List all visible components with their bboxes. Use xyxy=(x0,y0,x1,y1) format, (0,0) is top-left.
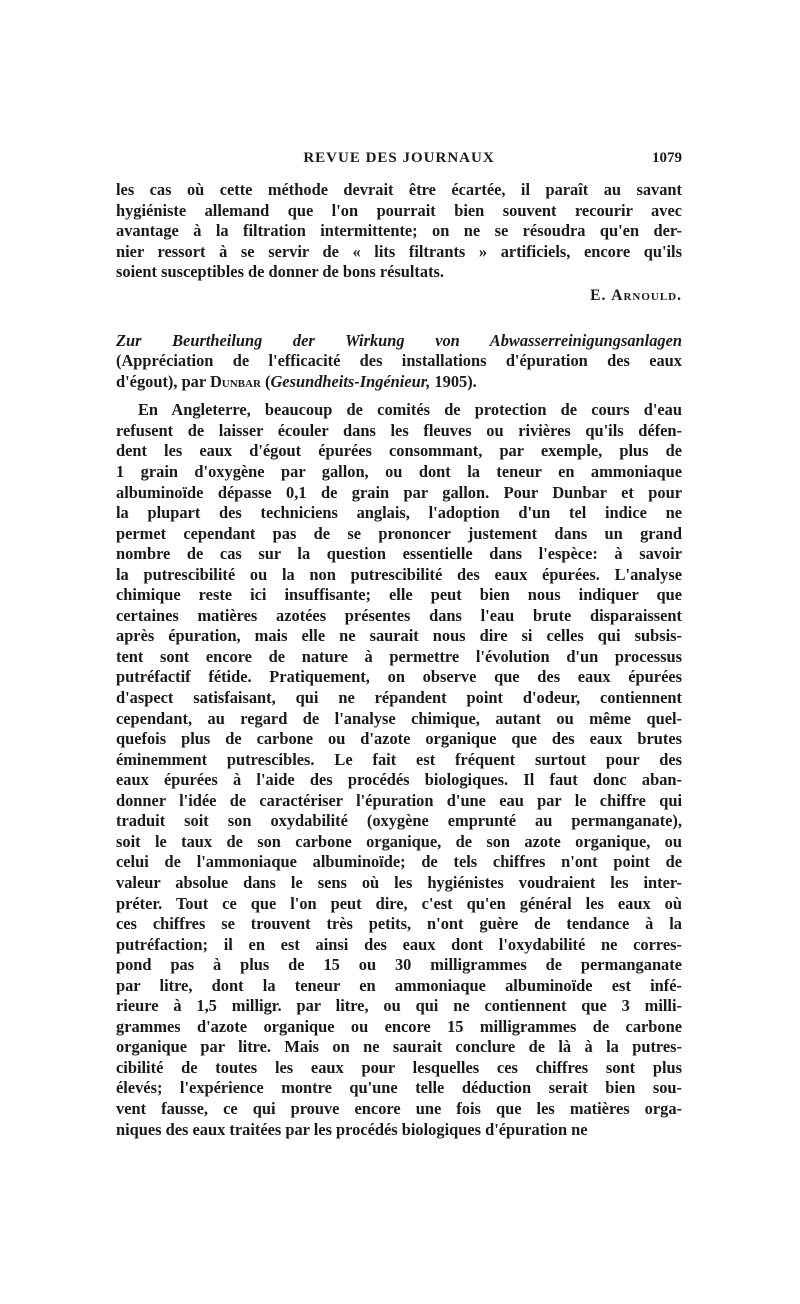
text-line: eaux épurées à l'aide des procédés biologiques. Il faut donc aban- xyxy=(116,770,682,790)
text-line: élevés; l'expérience montre qu'une telle déduction serait bien sou- xyxy=(116,1078,682,1098)
text-line: celui de l'ammoniaque albuminoïde; de tels chiffres n'ont point de xyxy=(116,852,682,872)
text-line: traduit soit son oxydabilité (oxygène emprunté au permanganate), xyxy=(116,811,682,831)
text-line: après épuration, mais elle ne saurait nous dire si celles qui subsis- xyxy=(116,626,682,646)
page xyxy=(116,150,682,1140)
article-title-italic: Zur Beurtheilung der Wirkung von Abwasserreinigungsanlagen xyxy=(116,330,682,350)
text-line: cependant, au regard de l'analyse chimique, autant ou même quel- xyxy=(116,708,682,728)
running-title: REVUE DES JOURNAUX xyxy=(303,150,495,166)
text-line: la putrescibilité ou la non putrescibilité des eaux épurées. L'analyse xyxy=(116,564,682,584)
text-line: vent fausse, ce qui prouve encore une fois que les matières orga- xyxy=(116,1098,682,1118)
article-author: Dunbar xyxy=(209,371,261,391)
article-title xyxy=(116,331,682,393)
text-line: avantage à la filtration intermittente; on ne se résoudra qu'en der- xyxy=(116,221,682,241)
signature xyxy=(116,287,682,305)
text-line: dent les eaux d'égout épurées consommant, par exemple, plus de xyxy=(116,441,682,461)
signature-name: Arnould. xyxy=(611,286,682,304)
text-line: la plupart des techniciens anglais, l'adoption d'un tel indice ne xyxy=(116,503,682,523)
text-line: éminemment putrescibles. Le fait est fréquent surtout pour des xyxy=(116,749,682,769)
article-title-source: d'égout), par Dunbar (Gesundheits-Ingénieur, 1905). xyxy=(116,371,477,391)
first-paragraph xyxy=(116,180,682,283)
text-line: quefois plus de carbone ou d'azote organique que des eaux brutes xyxy=(116,729,682,749)
text-line: permet cependant pas de se prononcer justement dans un grand xyxy=(116,523,682,543)
text-line: tent sont encore de nature à permettre l'évolution d'un processus xyxy=(116,646,682,666)
text-line: soit le taux de son carbone organique, de son azote organique, ou xyxy=(116,831,682,851)
text-line: putréfactif fétide. Pratiquement, on observe que des eaux épurées xyxy=(116,667,682,687)
body-paragraph xyxy=(116,400,682,1140)
text-line: par litre, dont la teneur en ammoniaque albuminoïde est infé- xyxy=(116,975,682,995)
text-line: préter. Tout ce que l'on peut dire, c'est qu'en général les eaux où xyxy=(116,893,682,913)
running-header xyxy=(116,150,682,176)
text-line: En Angleterre, beaucoup de comités de protection de cours d'eau xyxy=(138,400,682,420)
text-line: grammes d'azote organique ou encore 15 milligrammes de carbone xyxy=(116,1016,682,1036)
text-line: certaines matières azotées présentes dans l'eau brute disparaissent xyxy=(116,605,682,625)
text-line: rieure à 1,5 milligr. par litre, ou qui ne contiennent que 3 milli- xyxy=(116,996,682,1016)
text-line: pond pas à plus de 15 ou 30 milligrammes de permanganate xyxy=(116,955,682,975)
journal-name: Gesundheits-Ingénieur, xyxy=(270,371,431,391)
text-line: les cas où cette méthode devrait être écartée, il paraît au savant xyxy=(116,180,682,199)
text-line: d'aspect satisfaisant, qui ne répandent point d'odeur, contiennent xyxy=(116,688,682,708)
text-line: soient susceptibles de donner de bons résultats. xyxy=(116,262,445,282)
article-title-translation: (Appréciation de l'efficacité des installations d'épuration des eaux xyxy=(116,351,682,371)
signature-initial: E. xyxy=(590,286,607,304)
text-line: nier ressort à se servir de « lits filtrants » artificiels, encore qu'ils xyxy=(116,241,682,261)
text-line: cibilité de toutes les eaux pour lesquelles ces chiffres sont plus xyxy=(116,1057,682,1077)
text-line: 1 grain d'oxygène par gallon, ou dont la teneur en ammoniaque xyxy=(116,462,682,482)
text-line: ces chiffres se trouvent très petits, n'ont guère de tendance à la xyxy=(116,914,682,934)
text-line: albuminoïde dépasse 0,1 de grain par gallon. Pour Dunbar et pour xyxy=(116,482,682,502)
text-line: organique par litre. Mais on ne saurait conclure de là à la putres- xyxy=(116,1037,682,1057)
text-line: donner l'idée de caractériser l'épuration d'une eau par le chiffre qui xyxy=(116,790,682,810)
text-line: putréfaction; il en est ainsi des eaux dont l'oxydabilité ne corres- xyxy=(116,934,682,954)
text-line: valeur absolue dans le sens où les hygiénistes voudraient les inter- xyxy=(116,872,682,892)
text-line: chimique reste ici insuffisante; elle peut bien nous indiquer que xyxy=(116,585,682,605)
page-number: 1079 xyxy=(652,150,682,166)
text-line: niques des eaux traitées par les procédés biologiques d'épuration ne xyxy=(116,1119,588,1139)
text-line: nombre de cas sur la question essentielle dans l'espèce: à savoir xyxy=(116,544,682,564)
text-line: refusent de laisser écouler dans les fleuves ou rivières qu'ils défen- xyxy=(116,420,682,440)
text-line: hygiéniste allemand que l'on pourrait bien souvent recourir avec xyxy=(116,200,682,220)
